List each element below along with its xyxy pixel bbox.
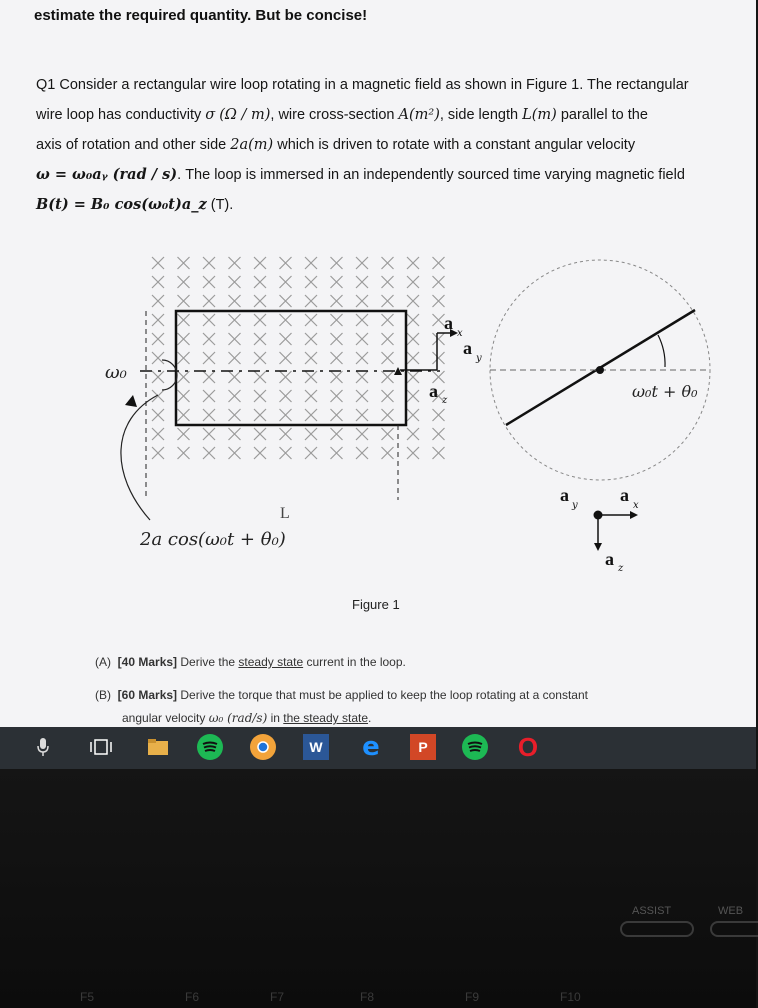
figure-1-diagram [105,225,720,590]
field-cross-mark [254,390,266,402]
field-cross-mark [382,276,394,288]
field-cross-mark [382,390,394,402]
field-cross-mark [152,409,164,421]
field-cross-mark [356,409,368,421]
field-cross-mark [254,428,266,440]
az-label: a [429,381,438,401]
field-cross-mark [203,352,215,364]
field-cross-mark [229,390,241,402]
sigma-symbol: σ [205,107,216,123]
field-cross-mark [433,428,445,440]
field-cross-mark [356,314,368,326]
field-cross-mark [331,371,343,383]
field-cross-mark [203,314,215,326]
field-cross-mark [152,428,164,440]
part-b [95,688,588,702]
field-cross-mark [280,257,292,269]
pointer-arrowhead [125,395,137,407]
text: Derive the torque that must be applied to keep the loop rotating at a constant [177,688,588,702]
ay-label: a [463,338,472,358]
ax-subscript: x [457,328,463,339]
right-az-subscript: z [618,563,624,574]
field-cross-mark [254,257,266,269]
part-b-prefix: (B) [95,688,111,702]
field-cross-mark [356,276,368,288]
field-cross-mark [254,333,266,345]
field-cross-mark [280,352,292,364]
field-cross-mark [433,314,445,326]
field-cross-mark [152,257,164,269]
field-cross-mark [178,314,190,326]
web-label: WEB [718,905,744,917]
f7-key[interactable]: F7 [270,990,285,1004]
field-cross-mark [280,390,292,402]
field-cross-mark [203,371,215,383]
field-cross-mark [331,295,343,307]
right-ay-subscript: y [572,500,578,511]
field-cross-mark [152,276,164,288]
part-a-prefix: (A) [95,655,111,669]
field-cross-mark [152,333,164,345]
field-cross-mark [254,314,266,326]
field-cross-mark [356,447,368,459]
field-cross-mark [229,447,241,459]
f9-key[interactable]: F9 [465,990,480,1004]
f5-key[interactable]: F5 [80,990,95,1004]
spotify-icon-2[interactable] [462,734,488,760]
field-cross-mark [203,447,215,459]
field-cross-mark [433,447,445,459]
field-cross-mark [356,390,368,402]
field-cross-mark [254,352,266,364]
field-cross-mark [305,295,317,307]
internet-explorer-icon[interactable]: e [362,732,380,762]
axis-triad-right [560,485,639,574]
field-cross-mark [356,295,368,307]
spotify-icon[interactable] [197,734,223,760]
field-cross-mark [203,409,215,421]
instruction-text: estimate the required quantity. But be concise! [34,7,368,24]
field-cross-mark [203,295,215,307]
omega-unit: ω₀ (rad/s) [208,711,268,725]
field-cross-mark [178,371,190,383]
text: current in the loop. [303,655,406,669]
field-cross-mark [331,314,343,326]
figure-caption: Figure 1 [352,597,400,612]
field-cross-mark [305,371,317,383]
field-cross-mark [382,295,394,307]
field-cross-mark [229,276,241,288]
field-cross-mark [331,333,343,345]
laptop-keyboard-area [0,769,756,1008]
field-cross-mark [280,314,292,326]
f6-key[interactable]: F6 [185,990,200,1004]
opera-icon[interactable]: O [517,731,539,762]
field-cross-mark [305,314,317,326]
field-cross-mark [178,295,190,307]
task-view-icon[interactable] [88,734,114,760]
angle-label: ω₀t + θ₀ [632,382,698,401]
field-cross-mark [382,447,394,459]
assist-button[interactable] [620,921,694,937]
field-cross-mark [305,390,317,402]
wire-loop [176,311,406,425]
field-cross-mark [407,333,419,345]
f8-key[interactable]: F8 [360,990,375,1004]
conductivity-unit: (Ω / m) [219,107,271,123]
field-cross-mark [178,409,190,421]
text: . The loop is immersed in an independently sourced time varying magnetic field [177,167,685,183]
question-text [36,70,726,220]
underlined-text: the steady state [283,711,369,725]
part-a-marks: [40 Marks] [117,655,178,669]
field-cross-mark [382,333,394,345]
field-cross-mark [331,428,343,440]
field-cross-mark [178,352,190,364]
field-cross-mark [356,352,368,364]
microphone-icon[interactable] [30,734,56,760]
field-cross-mark [254,447,266,459]
field-cross-mark [152,371,164,383]
field-cross-mark [254,295,266,307]
field-cross-mark [229,428,241,440]
text: Derive the [177,655,239,669]
field-cross-mark [356,257,368,269]
right-az-label: a [605,549,614,569]
text: which is driven to rotate with a constant angular velocity [273,137,636,153]
ax-label: a [444,313,453,333]
right-ax-subscript: x [633,500,639,511]
omega-equation: ω = ω₀aᵧ (rad / s) [36,166,178,183]
part-b-marks: [60 Marks] [117,688,178,702]
text: wire loop has conductivity [36,107,206,123]
text: angular velocity [122,711,209,725]
field-cross-mark [203,333,215,345]
width-label: 2a cos(ω₀t + θ₀) [140,529,286,550]
field-cross-mark [152,295,164,307]
field-cross-mark [229,352,241,364]
field-cross-mark [203,276,215,288]
right-ax-label: a [620,485,629,505]
field-cross-mark [331,276,343,288]
question-line-4 [36,160,726,190]
field-cross-mark [280,447,292,459]
field-cross-mark [280,276,292,288]
text: . [368,711,372,725]
field-cross-mark [178,428,190,440]
field-cross-mark [280,409,292,421]
field-cross-mark [407,276,419,288]
field-cross-mark [382,314,394,326]
field-cross-mark [280,428,292,440]
field-cross-mark [203,257,215,269]
file-explorer-icon[interactable] [145,734,171,760]
field-cross-mark [229,371,241,383]
field-cross-mark [407,352,419,364]
field-equation: B(t) = B₀ cos(ω₀t)a_z [36,196,207,213]
question-line-2 [36,100,726,130]
field-cross-mark [407,295,419,307]
field-cross-mark [280,371,292,383]
field-cross-mark [229,409,241,421]
f10-key[interactable]: F10 [560,990,581,1004]
taskbar [0,727,756,769]
omega-label: ω₀ [105,362,127,383]
field-cross-mark [229,295,241,307]
magnetic-field-crosses [152,257,445,459]
side-symbol: 2a(m) [230,137,274,153]
area-symbol: A(m²) [398,107,440,123]
web-button[interactable] [710,921,758,937]
pointer-curve [121,395,158,520]
rotation-center-dot [596,366,604,374]
field-cross-mark [407,428,419,440]
right-ay-label: a [560,485,569,505]
field-cross-mark [178,257,190,269]
field-cross-mark [433,352,445,364]
field-cross-mark [152,314,164,326]
text: in [267,711,284,725]
field-cross-mark [382,409,394,421]
length-symbol: L(m) [522,107,557,123]
field-cross-mark [433,333,445,345]
assist-label: ASSIST [632,905,672,917]
field-cross-mark [433,295,445,307]
field-cross-mark [356,428,368,440]
field-cross-mark [305,428,317,440]
field-cross-mark [407,257,419,269]
field-cross-mark [305,276,317,288]
field-cross-mark [356,333,368,345]
field-cross-mark [382,371,394,383]
field-cross-mark [407,409,419,421]
field-cross-mark [305,447,317,459]
field-cross-mark [152,352,164,364]
chrome-icon[interactable] [250,734,276,760]
field-cross-mark [331,257,343,269]
text: , side length [439,107,523,123]
field-cross-mark [305,257,317,269]
az-subscript: z [442,395,448,406]
field-cross-mark [229,314,241,326]
field-cross-mark [356,371,368,383]
field-cross-mark [152,447,164,459]
field-cross-mark [203,428,215,440]
field-cross-mark [203,390,215,402]
field-cross-mark [254,276,266,288]
text: , wire cross-section [270,107,399,123]
powerpoint-icon[interactable]: P [410,734,436,760]
field-cross-mark [178,333,190,345]
field-cross-mark [407,314,419,326]
field-cross-mark [407,447,419,459]
field-cross-mark [407,390,419,402]
field-cross-mark [254,409,266,421]
field-cross-mark [305,409,317,421]
L-label: L [280,505,290,522]
field-cross-mark [331,390,343,402]
text: parallel to the [556,107,648,123]
field-cross-mark [407,371,419,383]
field-cross-mark [305,352,317,364]
field-cross-mark [331,352,343,364]
field-cross-mark [433,257,445,269]
field-cross-mark [152,390,164,402]
part-b-line-2 [122,711,371,725]
part-a [95,655,406,669]
ay-subscript: y [476,353,482,364]
field-cross-mark [178,447,190,459]
field-cross-mark [305,333,317,345]
text: axis of rotation and other side [36,137,231,153]
field-cross-mark [178,390,190,402]
question-line-3 [36,130,726,160]
field-cross-mark [382,257,394,269]
underlined-text: steady state [238,655,304,669]
field-cross-mark [280,295,292,307]
field-cross-mark [433,276,445,288]
field-cross-mark [178,276,190,288]
field-cross-mark [433,409,445,421]
field-cross-mark [331,447,343,459]
field-cross-mark [382,428,394,440]
word-icon[interactable]: W [303,734,329,760]
angle-arc [658,335,665,367]
field-cross-mark [280,333,292,345]
question-line-1: Q1 Consider a rectangular wire loop rotating in a magnetic field as shown in Figure 1. The rectangular [36,77,689,93]
field-cross-mark [229,257,241,269]
question-line-5 [36,190,726,220]
field-unit: (T). [210,197,234,213]
field-cross-mark [229,333,241,345]
field-cross-mark [331,409,343,421]
field-cross-mark [382,352,394,364]
field-cross-mark [254,371,266,383]
